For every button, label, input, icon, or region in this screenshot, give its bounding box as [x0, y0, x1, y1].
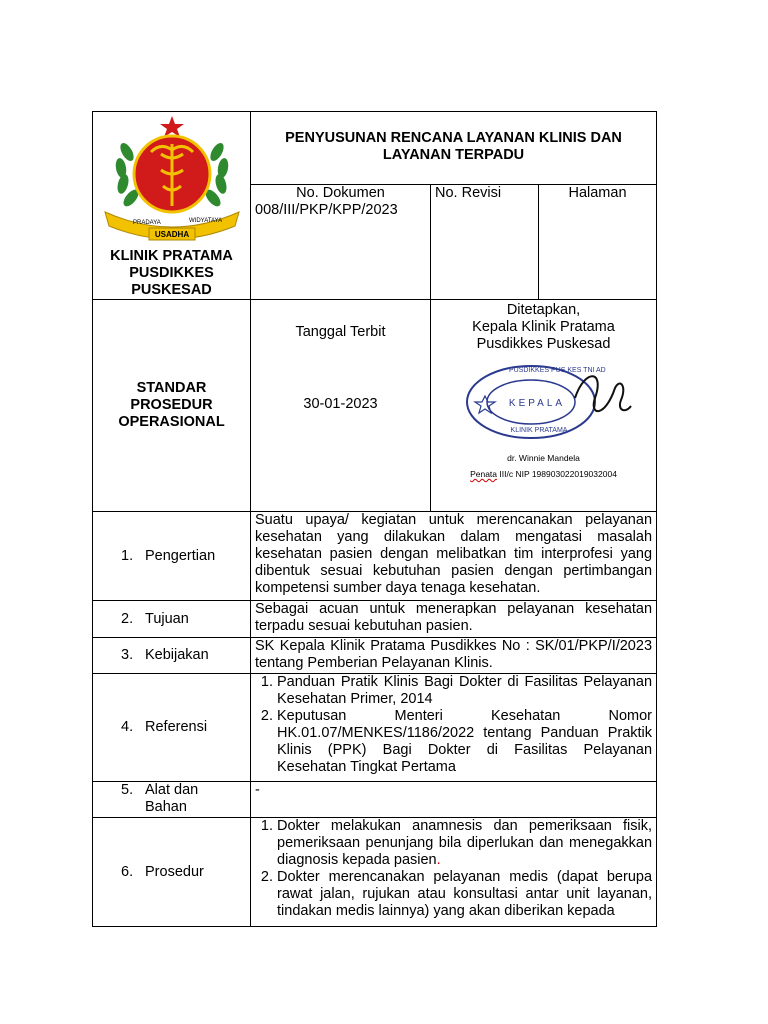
- doc-number-label: No. Dokumen: [296, 184, 385, 201]
- list-item: 2. Dokter merencanakan pelayanan medis (dapat berupa rawat jalan, rujukan atau konsultasi antar unit layanan, tindakan medis lainnya) yang akan diberikan kepada: [277, 869, 652, 920]
- row-referensi-list: [251, 674, 657, 782]
- sop-label-cell: STANDAR PROSEDUR OPERASIONAL: [93, 300, 251, 512]
- issue-date-cell: [251, 300, 431, 512]
- star-icon: [160, 116, 184, 137]
- official-stamp: [455, 358, 635, 448]
- row-kebijakan-text: SK Kepala Klinik Pratama Pusdikkes No : SK/01/PKP/I/2023 tentang Pemberian Pelayanan Klinis.: [251, 638, 657, 674]
- sop-document: [92, 111, 656, 929]
- row-alat-text: -: [251, 782, 657, 818]
- doc-number-value: 008/III/PKP/KPP/2023: [255, 201, 398, 218]
- row-pengertian-label: 1. Pengertian: [93, 512, 251, 601]
- stamp-ring-bottom: KLINIK PRATAMA: [510, 427, 568, 434]
- row-prosedur-list: [251, 818, 657, 927]
- signer-name: dr. Winnie Mandela: [507, 453, 580, 463]
- row-pengertian-text: Suatu upaya/ kegiatan untuk merencanakan pelayanan kesehatan yang dilakukan dalam mengatasi masalah kesehatan pasien dengan melibatkan tim interprofesi yang dibentuk sesuai kebutuhan pasien dengan pertimbangan kompetensi sumber daya tenaga kesehatan.: [251, 512, 657, 601]
- revision-cell: [431, 184, 539, 299]
- doc-number-cell: [251, 184, 431, 299]
- stamp-ring-top: PUSDIKKES PUS KES TNI AD: [509, 367, 606, 374]
- list-item: 1. Panduan Pratik Klinis Bagi Dokter di Fasilitas Pelayanan Kesehatan Primer, 2014: [277, 674, 652, 708]
- row-alat-label: 5. Alat dan Bahan: [93, 782, 251, 818]
- logo-banner-text: USADHA: [154, 230, 189, 239]
- page-cell: [539, 184, 657, 299]
- clinic-name: KLINIK PRATAMA PUSDIKKES PUSKESAD: [110, 248, 233, 298]
- clinic-logo: [99, 112, 245, 242]
- list-item: 1. Dokter melakukan anamnesis dan pemeriksaan fisik, pemeriksaan penunjang bila diperlukan dan menegakkan diagnosis kepada pasien.: [277, 818, 652, 869]
- stamp-star-icon: [475, 396, 495, 413]
- row-tujuan-text: Sebagai acuan untuk menerapkan pelayanan kesehatan terpadu sesuai kebutuhan pasien.: [251, 601, 657, 638]
- ribbon-left-text: PRADAYA: [132, 220, 161, 226]
- approval-cell: [431, 300, 657, 512]
- sop-table: [92, 111, 657, 927]
- revision-label: No. Revisi: [435, 184, 502, 201]
- signer-credentials: [431, 468, 656, 480]
- row-kebijakan-label: 3. Kebijakan: [93, 638, 251, 674]
- signer-nip: III/c NIP 198903022019032004: [497, 469, 617, 479]
- ribbon-right-text: WIDYATAYA: [188, 218, 222, 224]
- signer-rank: Penata: [470, 469, 498, 479]
- issue-date-value: 30-01-2023: [303, 396, 378, 412]
- header-logo-cell: [93, 112, 251, 300]
- stamp-center-text: KEPALA: [508, 398, 566, 409]
- row-prosedur-label: 6. Prosedur: [93, 818, 251, 927]
- list-item: 2. Keputusan Menteri Kesehatan Nomor HK.01.07/MENKES/1186/2022 tentang Panduan Praktik Klinis (PPK) Bagi Dokter di Fasilitas Pelayanan Kesehatan Tingkat Pertama: [277, 708, 652, 776]
- signature-icon: [575, 376, 631, 411]
- page-label: Halaman: [568, 184, 627, 201]
- red-period: .: [436, 852, 441, 868]
- document-title: PENYUSUNAN RENCANA LAYANAN KLINIS DAN LAYANAN TERPADU: [251, 112, 657, 185]
- approval-text: Ditetapkan, Kepala Klinik Pratama Pusdikkes Puskesad: [472, 302, 615, 352]
- row-referensi-label: 4. Referensi: [93, 674, 251, 782]
- row-tujuan-label: 2. Tujuan: [93, 601, 251, 638]
- issue-date-label: Tanggal Terbit: [295, 324, 386, 340]
